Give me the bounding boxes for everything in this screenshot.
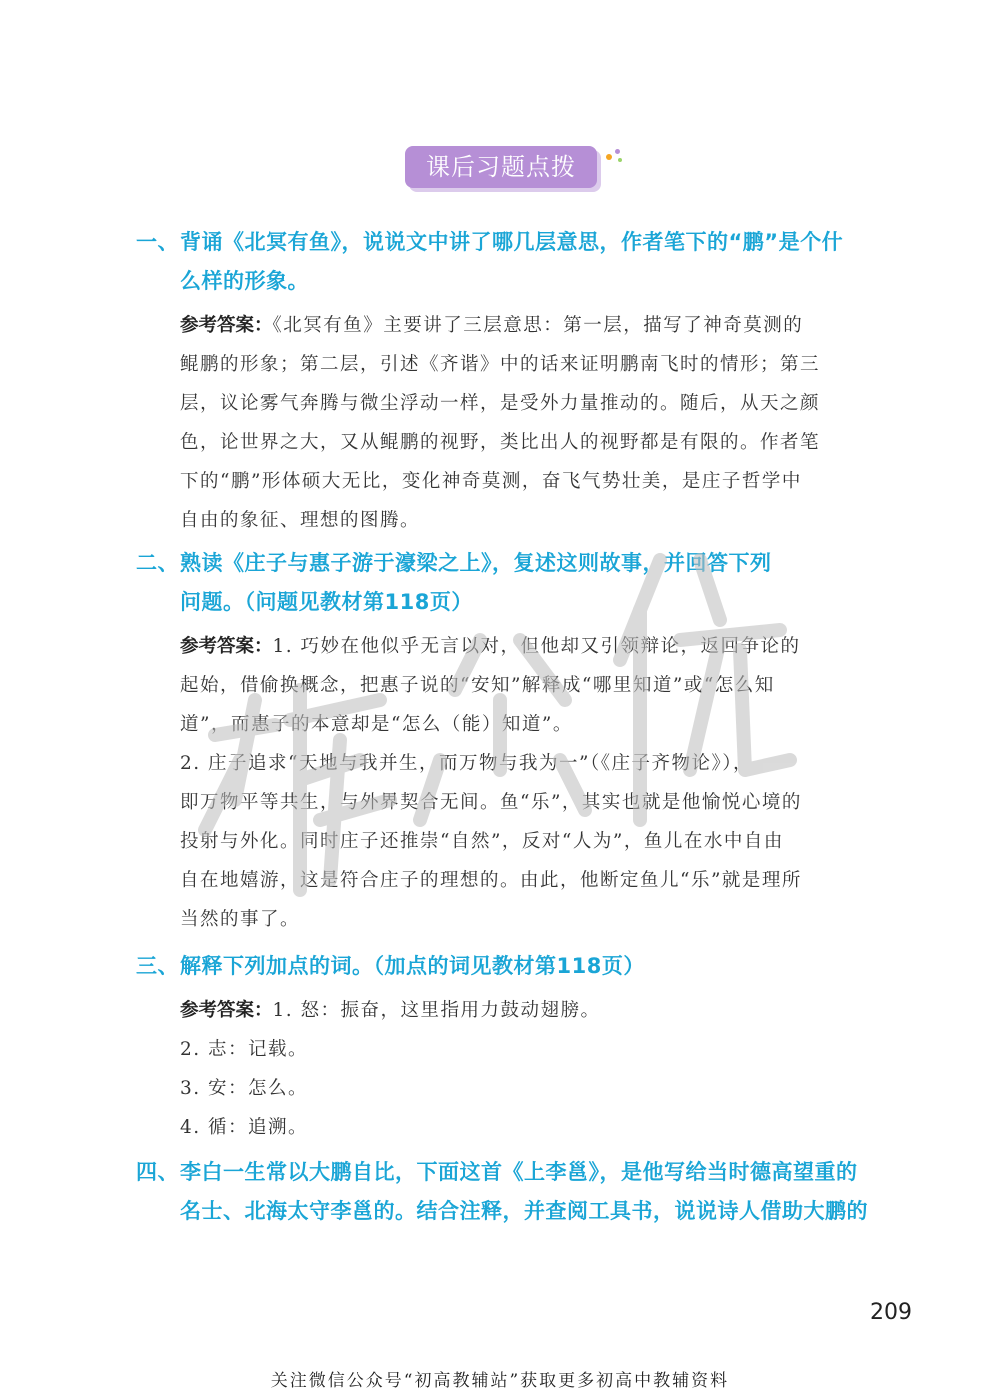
question-number: 二、 [136, 551, 179, 575]
section-title-badge: 课后习题点拨 [405, 146, 597, 188]
question-2 [136, 544, 896, 622]
answer-line: 3. 安：怎么。 [180, 1078, 309, 1099]
question-text: 么样的形象。 [180, 269, 309, 293]
question-4 [136, 1153, 896, 1231]
page-number: 209 [870, 1300, 912, 1325]
answer-line: 层，议论雾气奔腾与微尘浮动一样，是受外力量推动的。随后，从天之颜 [180, 393, 821, 414]
answer-line: 鲲鹏的形象；第二层，引述《齐谐》中的话来证明鹏南飞时的情形；第三 [180, 354, 821, 375]
question-text: 问题。（问题见教材第118页） [180, 590, 473, 614]
question-number: 四、 [136, 1160, 179, 1184]
question-text: 李白一生常以大鹏自比，下面这首《上李邕》，是他写给当时德高望重的 [180, 1160, 858, 1184]
question-text: 熟读《庄子与惠子游于濠梁之上》，复述这则故事，并回答下列 [180, 551, 772, 575]
answer-line: 4. 循：追溯。 [180, 1117, 309, 1138]
question-number: 三、 [136, 954, 179, 978]
question-text: 名士、北海太守李邕的。结合注释，并查阅工具书，说说诗人借助大鹏的 [180, 1199, 868, 1223]
answer-line: 《北冥有鱼》主要讲了三层意思：第一层，描写了神奇莫测的 [272, 315, 804, 336]
decorative-dots-icon [606, 149, 626, 165]
answer-line: 2. 志：记载。 [180, 1039, 309, 1060]
answer-line: 色，论世界之大，又从鲲鹏的视野，类比出人的视野都是有限的。作者笔 [180, 432, 821, 453]
question-text: 解释下列加点的词。（加点的词见教材第118页） [180, 954, 645, 978]
answer-label: 参考答案： [180, 636, 273, 657]
answer-2 [180, 627, 892, 939]
answer-line: 1. 怒：振奋，这里指用力鼓动翅膀。 [272, 1000, 601, 1021]
answer-line: 自在地嬉游，这是符合庄子的理想的。由此，他断定鱼儿“乐”就是理所 [180, 870, 802, 891]
question-3 [136, 947, 896, 986]
answer-3 [180, 991, 892, 1147]
answer-label: 参考答案： [180, 315, 273, 336]
answer-line: 起始，借偷换概念，把惠子说的“安知”解释成“哪里知道”或“怎么知 [180, 675, 775, 696]
answer-label: 参考答案： [180, 1000, 273, 1021]
answer-line: 道”，而惠子的本意却是“怎么（能）知道”。 [180, 714, 573, 735]
answer-line: 投射与外化。同时庄子还推崇“自然”，反对“人为”，鱼儿在水中自由 [180, 831, 784, 852]
question-1 [136, 223, 896, 301]
answer-line: 2. 庄子追求“天地与我并生，而万物与我为一”（《庄子齐物论》）， [180, 753, 753, 774]
answer-line: 自由的象征、理想的图腾。 [180, 510, 421, 531]
question-number: 一、 [136, 230, 179, 254]
answer-line: 1. 巧妙在他似乎无言以对，但他却又引领辩论，返回争论的 [272, 636, 801, 657]
footer-note: 关注微信公众号“初高教辅站”获取更多初高中教辅资料 [270, 1371, 730, 1391]
answer-line: 当然的事了。 [180, 909, 301, 930]
answer-line: 即万物平等共生，与外界契合无间。鱼“乐”，其实也就是他愉悦心境的 [180, 792, 802, 813]
answer-1 [180, 306, 892, 540]
question-text: 背诵《北冥有鱼》，说说文中讲了哪几层意思，作者笔下的“鹏”是个什 [180, 230, 844, 254]
answer-line: 下的“鹏”形体硕大无比，变化神奇莫测，奋飞气势壮美，是庄子哲学中 [180, 471, 802, 492]
